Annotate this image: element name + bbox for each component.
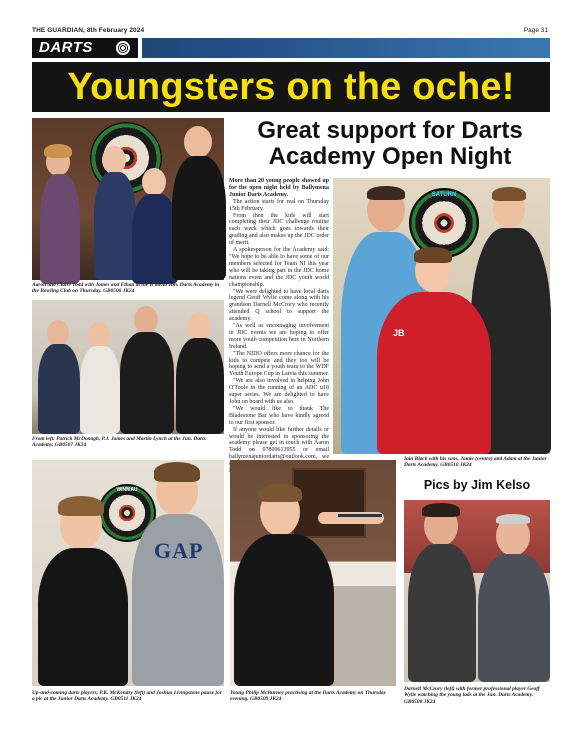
photo-mcburney [230,460,396,686]
photo-mckendry-livingstone [32,460,224,686]
photo-byline: Pics by Jim Kelso [423,478,531,492]
dart [338,514,382,517]
caption-photo4: Up-and-coming darts players, P.K. McKendry (left) and Joshua Livingstone pause for a pic at the Junior Darts Academy. GB0511 JK24 [32,690,222,703]
article-lead: More than 20 young people showed up for the open night held by Ballymena Junior Darts Academy. [229,178,329,198]
shirt-initials: JB [393,328,405,338]
article-paragraph: "We are also involved in helping John O'Toole in the running of an ADC u18 super series. We are delighted to have John on board with us also. [229,378,329,405]
board-brand-text: WINMAU [116,487,138,493]
article-paragraph: If anyone would like further details or would be interested in sponsoring the academy please get in touch with Aaron Todd on 07809613955 or email ballymenajuniordarts@outlook.com, we [229,426,329,461]
caption-photo2: From left: Patrick McDonagh, P.J. James and Martin Lynch at the Jun. Darts Academy. GB0507 JK24 [32,436,206,449]
dartboard-icon [116,41,130,55]
section-label-text: DARTS [39,39,93,56]
photo-todd-family [32,118,224,280]
gap-logo: GAP [154,538,204,563]
article-paragraph: "The NIDO offers more chance for the kids to compete and they too will be hoping to send a youth team to the WDF Youth Europe Cup in Latvia this summer. [229,350,329,378]
page-number: Page 31 [523,27,548,34]
caption-photo3: Iain Black with his sons, Jamie (centre) and Adam at the Junior Darts Academy. GB0510 JK24 [404,456,547,469]
article-paragraph: The action starts for real on Thursday 15th February. [229,198,329,212]
article-paragraph: "As well as encouraging involvement in JDC events we are hoping to offer more youth competition here in Northern Ireland. [229,323,329,350]
section-label [32,38,138,58]
caption-photo5: Young Philip McBurney practising at the Darts Academy on Thursday evening. GB0509 JK24 [230,690,386,703]
caption-photo6: Darnell McCrory (left) with former professional player Geoff Wylie watching the young lads at the Jun. Darts Academy. GB0508 JK24 [404,686,540,705]
photo-mcdonagh-lynch [32,300,224,434]
section-divider [138,38,142,58]
article-paragraph: A spokesperson for the Academy said: "We hope to be able to have some of our members selected for Team NI this year who will be taking part in the JDC home nations event and the JDC youth world championship. [229,247,329,288]
caption-photo1: Aaron and Claire Todd with James and Ethan at the B'mena Jun. Darts Academy in the Bowling Club on Thursday. GB0506 JK24 [32,282,220,295]
article-headline: Great support for Darts Academy Open Night [257,117,523,170]
main-title: Youngsters on the oche! [67,66,515,108]
photo-mccrory-wylie [404,500,550,682]
board-brand-text: SATURN [431,192,457,198]
article-paragraph: "We would like to thank The Bladestone Bar who have kindly agreed to our first sponsor. [229,405,329,426]
article-paragraph: From then the kids will start completing their JDC challenge routine each week which goes towards their grading and also makes up the JDC order of merit. [229,212,329,247]
newspaper-dateline: THE GUARDIAN, 8th February 2024 [32,27,145,34]
article-paragraph: "We were delighted to have local darts legend Geoff Wylie come along with his grandson Darnell McCrory who recently attended Q school to support the academy. [229,288,329,323]
photo-black-family [333,178,550,454]
article-body [229,178,329,461]
